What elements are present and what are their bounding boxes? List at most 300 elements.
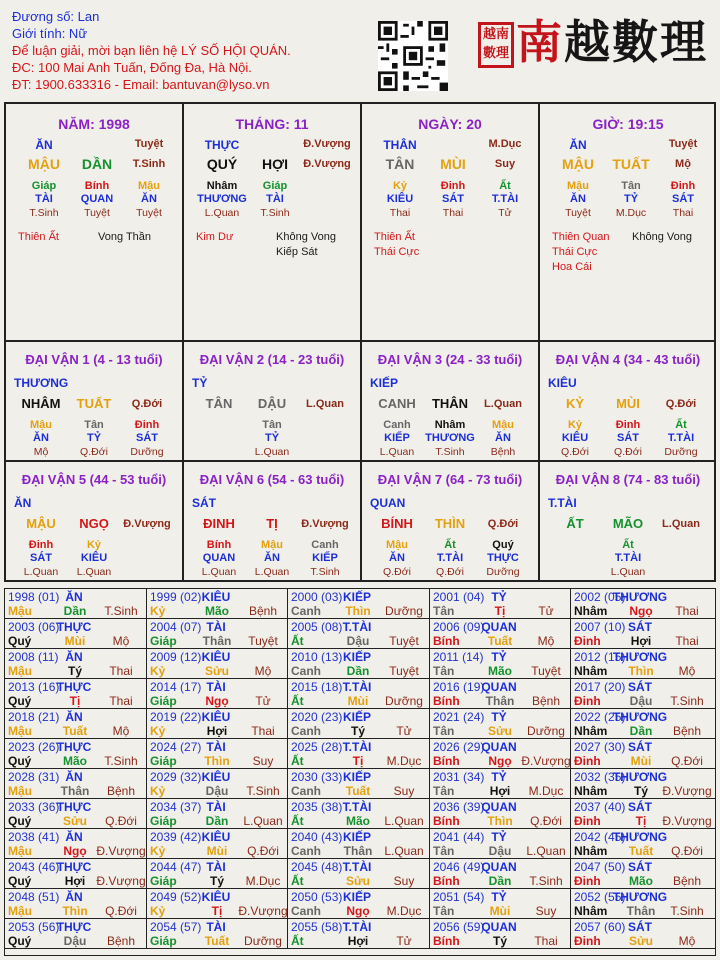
- year-can: Mậu: [8, 844, 32, 858]
- year-god: TỶ: [491, 770, 507, 784]
- stars-right: [632, 230, 692, 245]
- hidden-phase: L.Quan: [610, 566, 646, 578]
- hidden-stem: Bính: [206, 539, 232, 551]
- year-label: 2011 (14): [433, 650, 484, 664]
- year-label: 2038 (41): [8, 830, 60, 844]
- year-god: TÀI: [206, 740, 226, 754]
- year-can: Giáp: [150, 634, 177, 648]
- year-god: ĂN: [65, 590, 83, 604]
- year-cell: [430, 829, 571, 859]
- dai-van-title: ĐẠI VẬN 7 (64 - 73 tuổi): [377, 472, 523, 487]
- year-can: Ất: [291, 934, 304, 948]
- year-label: 2036 (39): [433, 800, 485, 814]
- year-chi: Thìn: [628, 664, 654, 678]
- year-can: Giáp: [150, 694, 177, 708]
- year-chi: Thìn: [62, 904, 88, 918]
- year-chi: Tị: [69, 694, 81, 708]
- pillar-cell: [540, 104, 716, 340]
- pillar-chi-phase: Đ.Vượng: [303, 158, 351, 170]
- year-can: Đinh: [574, 874, 601, 888]
- hidden-stem: Kỷ: [567, 419, 583, 431]
- year-label: 2041 (44): [433, 830, 485, 844]
- year-cell: [430, 709, 571, 739]
- year-god: QUAN: [481, 920, 517, 934]
- year-chi: Mão: [488, 664, 512, 678]
- year-label: 2024 (27): [150, 740, 202, 754]
- hidden-god: TỶ: [264, 432, 280, 444]
- year-god: T.TÀI: [342, 680, 372, 694]
- year-can: Kỷ: [150, 844, 166, 858]
- year-can: Nhâm: [574, 904, 608, 918]
- dai-van-god: THƯƠNG: [14, 376, 69, 390]
- year-cell: [571, 769, 715, 799]
- hidden-stem: Kỷ: [86, 539, 102, 551]
- pillar-title: NGÀY: 20: [418, 116, 482, 132]
- pillar-cell: [184, 104, 360, 340]
- hidden-stem: Mậu: [138, 180, 160, 192]
- hidden-god: KIẾP: [312, 552, 338, 564]
- hidden-stem: Đinh: [615, 419, 641, 431]
- dai-van-god: T.TÀI: [548, 496, 577, 510]
- hidden-phase: Q.Đới: [561, 446, 589, 458]
- year-god: TỶ: [491, 890, 507, 904]
- year-label: 2030 (33): [291, 770, 343, 784]
- year-god: ĂN: [65, 650, 83, 664]
- hidden-phase: Q.Đới: [80, 446, 108, 458]
- year-god: ĂN: [65, 770, 83, 784]
- year-label: 2018 (21): [8, 710, 60, 724]
- year-label: 2006 (09): [433, 620, 485, 634]
- year-phase: T.Sinh: [529, 874, 563, 888]
- hidden-god: ĂN: [264, 552, 280, 564]
- dai-van-god: TỶ: [192, 376, 208, 390]
- year-cell: [147, 709, 288, 739]
- dai-van-chi: MÃO: [612, 516, 644, 531]
- hidden-stem: Ất: [675, 419, 687, 431]
- pillar-cell: [362, 104, 538, 340]
- year-can: Giáp: [150, 814, 177, 828]
- dai-van-cell: [6, 342, 182, 460]
- hidden-phase: T.Sinh: [260, 207, 290, 219]
- hidden-stem: Tân: [262, 419, 282, 431]
- hidden-god: KIÊU: [386, 193, 414, 205]
- year-label: 2015 (18): [291, 680, 343, 694]
- year-label: 2031 (34): [433, 770, 485, 784]
- year-label: 2003 (06): [8, 620, 60, 634]
- pillar-god: ĂN: [35, 138, 53, 152]
- year-chi: Sửu: [204, 664, 230, 678]
- pillar-cell: [6, 104, 182, 340]
- year-label: 2010 (13): [291, 650, 343, 664]
- hidden-god: SÁT: [30, 552, 52, 564]
- year-phase: Bệnh: [106, 934, 136, 948]
- hidden-god: ĂN: [495, 432, 511, 444]
- year-phase: Mộ: [254, 664, 272, 678]
- hidden-phase: Dưỡng: [486, 566, 520, 578]
- owner-gender: Giới tính: Nữ: [12, 26, 88, 41]
- year-cell: [430, 679, 571, 709]
- dai-van-chi: THÂN: [431, 396, 469, 411]
- year-label: 2049 (52): [150, 890, 202, 904]
- stars-left: [374, 230, 419, 260]
- year-god: KIẾP: [342, 590, 372, 604]
- year-chi: Mão: [63, 754, 87, 768]
- year-god: TỶ: [491, 710, 507, 724]
- year-can: Quý: [8, 754, 32, 768]
- year-can: Ất: [291, 754, 304, 768]
- stars-left: [196, 230, 233, 245]
- dai-van-title: ĐẠI VẬN 8 (74 - 83 tuổi): [555, 472, 701, 487]
- year-chi: Sửu: [487, 724, 513, 738]
- year-phase: Thai: [109, 694, 133, 708]
- year-phase: Dưỡng: [385, 604, 423, 618]
- year-god: SÁT: [628, 800, 652, 814]
- year-can: Tân: [433, 604, 455, 618]
- pillar-can: MẬU: [562, 156, 594, 172]
- year-can: Canh: [291, 784, 321, 798]
- year-god: KIÊU: [201, 890, 231, 904]
- year-label: 2029 (32): [150, 770, 202, 784]
- year-cell: [288, 589, 430, 619]
- year-god: ĂN: [65, 830, 83, 844]
- hidden-god: TỶ: [623, 193, 639, 205]
- year-label: 1999 (02): [150, 590, 202, 604]
- year-can: Bính: [433, 814, 460, 828]
- year-can: Kỷ: [150, 724, 166, 738]
- dai-van-chi-phase: Đ.Vượng: [301, 518, 349, 530]
- year-label: 2046 (49): [433, 860, 485, 874]
- hidden-phase: Tử: [498, 207, 512, 219]
- hidden-stem: Kỷ: [392, 180, 408, 192]
- year-cell: [288, 799, 430, 829]
- year-can: Quý: [8, 634, 32, 648]
- hidden-phase: Q.Đới: [436, 566, 464, 578]
- year-phase: Thai: [675, 634, 699, 648]
- year-phase: Tuyệt: [248, 634, 278, 648]
- dai-van-cell: [362, 342, 538, 460]
- hidden-god: ĂN: [141, 193, 157, 205]
- year-phase: M.Dục: [528, 784, 564, 798]
- year-chi: Tuất: [487, 634, 513, 648]
- hidden-stem: Tân: [621, 180, 641, 192]
- year-phase: Đ.Vượng: [662, 814, 712, 828]
- hidden-god: QUAN: [80, 193, 114, 205]
- year-chi: Thân: [626, 904, 656, 918]
- year-chi: Tuất: [62, 724, 88, 738]
- dai-van-can: NHÂM: [21, 396, 61, 411]
- hidden-god: THỰC: [487, 552, 519, 564]
- year-can: Đinh: [574, 634, 601, 648]
- hidden-stem: Ất: [444, 539, 456, 551]
- year-cell: [288, 619, 430, 649]
- year-label: 2021 (24): [433, 710, 485, 724]
- year-cell: [288, 739, 430, 769]
- dai-van-chi-phase: L.Quan: [662, 518, 700, 530]
- year-phase: Q.Đới: [105, 904, 137, 918]
- year-phase: M.Dục: [386, 904, 422, 918]
- star-name: Không Vong: [276, 231, 336, 243]
- year-cell: [430, 889, 571, 919]
- year-cell: [147, 859, 288, 889]
- dai-van-cell: [362, 462, 538, 580]
- year-label: 2026 (29): [433, 740, 485, 754]
- year-phase: Bệnh: [248, 604, 278, 618]
- dai-van-can: TÂN: [205, 396, 233, 411]
- year-phase: Suy: [393, 784, 415, 798]
- year-can: Kỷ: [150, 604, 166, 618]
- star-name: Vong Thần: [98, 231, 152, 243]
- year-phase: Tử: [396, 934, 412, 948]
- year-cell: [288, 829, 430, 859]
- hidden-stem: Mậu: [30, 419, 52, 431]
- dai-van-cell: [184, 462, 360, 580]
- year-label: 2042 (45): [574, 830, 626, 844]
- hidden-stem: Nhâm: [434, 419, 466, 431]
- year-cell: [430, 619, 571, 649]
- year-god: THỰC: [56, 740, 92, 754]
- year-chi: Mão: [205, 604, 229, 618]
- year-cell: [147, 919, 288, 949]
- year-phase: Mộ: [678, 664, 696, 678]
- hidden-god: KIÊU: [80, 552, 108, 564]
- hidden-phase: Tuyệt: [565, 207, 591, 219]
- year-cell: [571, 829, 715, 859]
- year-phase: L.Quan: [384, 844, 424, 858]
- year-label: 2007 (10): [574, 620, 626, 634]
- hidden-stem: Đinh: [28, 539, 54, 551]
- year-can: Tân: [433, 664, 455, 678]
- contact-line: Để luận giải, mời bạn liên hệ LÝ SỐ HỘI QUÁN.: [12, 43, 291, 58]
- hidden-phase: Bệnh: [490, 446, 516, 458]
- year-cell: [288, 709, 430, 739]
- year-chi: Thìn: [204, 754, 230, 768]
- brand-logo: 南越數理: [516, 15, 708, 69]
- year-label: 2048 (51): [8, 890, 60, 904]
- year-chi: Dậu: [205, 784, 229, 798]
- year-chi: Tuất: [345, 784, 371, 798]
- star-name: Thiên Quan: [552, 231, 610, 243]
- year-chi: Thân: [60, 784, 90, 798]
- year-god: KIẾP: [342, 770, 372, 784]
- pillar-god: THỰC: [204, 138, 240, 152]
- star-name: Không Vong: [632, 231, 692, 243]
- year-phase: Q.Đới: [671, 844, 703, 858]
- year-can: Tân: [433, 724, 455, 738]
- year-chi: Dần: [205, 814, 229, 828]
- year-phase: Dưỡng: [244, 934, 282, 948]
- year-cell: [5, 919, 147, 949]
- year-label: 2043 (46): [8, 860, 60, 874]
- year-phase: M.Dục: [386, 754, 422, 768]
- year-cell: [147, 799, 288, 829]
- year-label: 2035 (38): [291, 800, 343, 814]
- year-can: Mậu: [8, 784, 32, 798]
- stars-right: [98, 230, 151, 245]
- year-chi: Mùi: [206, 844, 228, 858]
- year-cell: [147, 889, 288, 919]
- pillar-chi-phase: T.Sinh: [132, 158, 166, 170]
- hidden-phase: Thai: [442, 207, 464, 219]
- dai-van-title: ĐẠI VẬN 3 (24 - 33 tuổi): [377, 352, 523, 367]
- dai-van-cell: [6, 462, 182, 580]
- hidden-phase: Dưỡng: [664, 446, 698, 458]
- year-label: 2012 (15): [574, 650, 626, 664]
- year-phase: M.Dục: [245, 874, 281, 888]
- hidden-god: T.TÀI: [436, 552, 464, 564]
- hidden-phase: T.Sinh: [435, 446, 465, 458]
- hidden-phase: Tuyệt: [84, 207, 110, 219]
- year-chi: Ngọ: [488, 754, 512, 768]
- year-chi: Dậu: [63, 934, 87, 948]
- year-chi: Tị: [635, 814, 647, 828]
- year-label: 2008 (11): [8, 650, 59, 664]
- year-god: ĂN: [65, 710, 83, 724]
- year-label: 2033 (36): [8, 800, 60, 814]
- pillar-can: QUÝ: [206, 156, 238, 172]
- dai-van-god: QUAN: [370, 496, 406, 510]
- year-cell: [430, 589, 571, 619]
- year-label: 2028 (31): [8, 770, 60, 784]
- year-label: 2000 (03): [291, 590, 343, 604]
- year-god: TỶ: [491, 590, 507, 604]
- year-phase: T.Sinh: [104, 754, 138, 768]
- year-chi: Hợi: [206, 724, 228, 738]
- dai-van-cell: [540, 342, 716, 460]
- year-can: Kỷ: [150, 904, 166, 918]
- year-label: 2005 (08): [291, 620, 343, 634]
- dai-van-chi-phase: Q.Đới: [131, 398, 163, 410]
- year-chi: Thân: [202, 634, 232, 648]
- year-cell: [571, 889, 715, 919]
- year-can: Bính: [433, 634, 460, 648]
- year-god: TÀI: [206, 620, 226, 634]
- star-name: Hoa Cái: [552, 261, 592, 273]
- year-can: Nhâm: [574, 664, 608, 678]
- year-chi: Tý: [492, 934, 508, 948]
- year-phase: Q.Đới: [105, 814, 137, 828]
- hidden-phase: Q.Đới: [383, 566, 411, 578]
- dai-van-title: ĐẠI VẬN 4 (34 - 43 tuổi): [555, 352, 701, 367]
- year-cell: [571, 679, 715, 709]
- star-name: Thái Cực: [552, 246, 598, 258]
- pillar-god: THÂN: [383, 138, 417, 152]
- year-phase: Thai: [534, 934, 558, 948]
- year-can: Bính: [433, 754, 460, 768]
- star-name: Kim Dư: [196, 231, 234, 243]
- year-chi: Dần: [629, 724, 653, 738]
- pillar-can: TÂN: [385, 156, 415, 172]
- stars-right: [276, 230, 336, 260]
- hidden-phase: M.Dục: [615, 207, 647, 219]
- year-god: T.TÀI: [342, 620, 372, 634]
- year-can: Đinh: [574, 694, 601, 708]
- dai-van-chi-phase: L.Quan: [306, 398, 344, 410]
- year-phase: Bệnh: [672, 724, 702, 738]
- red-seal-stamp: 越南 數理: [478, 22, 514, 68]
- year-chi: Sửu: [345, 874, 371, 888]
- year-god: THƯƠNG: [612, 590, 668, 604]
- year-god: KIẾP: [342, 890, 372, 904]
- year-phase: Mộ: [678, 934, 696, 948]
- year-phase: Q.Đới: [247, 844, 279, 858]
- hidden-phase: Q.Đới: [614, 446, 642, 458]
- year-can: Mậu: [8, 664, 32, 678]
- stars-left: [18, 230, 59, 245]
- year-god: TÀI: [206, 920, 226, 934]
- year-chi: Thân: [343, 844, 373, 858]
- year-cell: [147, 739, 288, 769]
- year-chi: Tý: [633, 784, 649, 798]
- year-can: Quý: [8, 694, 32, 708]
- year-chi: Ngọ: [205, 694, 229, 708]
- yearly-luck-table: [4, 588, 716, 956]
- year-chi: Mão: [346, 814, 370, 828]
- year-label: 2002 (05): [574, 590, 626, 604]
- year-cell: [571, 589, 715, 619]
- year-cell: [147, 649, 288, 679]
- year-label: 2034 (37): [150, 800, 202, 814]
- year-cell: [430, 799, 571, 829]
- year-phase: Đ.Vượng: [521, 754, 571, 768]
- star-name: Thiên Ất: [18, 231, 59, 243]
- pillar-chi-phase: Mộ: [675, 158, 691, 170]
- year-god: KIẾP: [342, 650, 372, 664]
- stars-left: [552, 230, 609, 275]
- year-phase: L.Quan: [243, 814, 283, 828]
- year-god: SÁT: [628, 620, 652, 634]
- year-god: TÀI: [206, 860, 226, 874]
- hidden-phase: Mộ: [33, 446, 49, 458]
- year-label: 2001 (04): [433, 590, 485, 604]
- star-name: Kiếp Sát: [276, 246, 318, 258]
- year-god: THƯƠNG: [612, 650, 668, 664]
- hidden-phase: T.Sinh: [310, 566, 340, 578]
- year-god: KIẾP: [342, 830, 372, 844]
- year-can: Mậu: [8, 724, 32, 738]
- year-phase: Tuyệt: [389, 664, 419, 678]
- year-chi: Hợi: [489, 784, 511, 798]
- hidden-god: QUAN: [202, 552, 236, 564]
- year-chi: Tý: [209, 874, 225, 888]
- hidden-stem: Giáp: [262, 180, 288, 192]
- chart-header: [12, 8, 382, 93]
- year-god: T.TÀI: [342, 740, 372, 754]
- year-can: Kỷ: [150, 664, 166, 678]
- pillar-god: ĂN: [569, 138, 587, 152]
- year-chi: Mùi: [347, 694, 369, 708]
- hidden-god: TỶ: [86, 432, 102, 444]
- hidden-stem: Canh: [383, 419, 411, 431]
- year-can: Nhâm: [574, 844, 608, 858]
- year-cell: [288, 889, 430, 919]
- hidden-stem: Đinh: [440, 180, 466, 192]
- hidden-phase: Thai: [389, 207, 411, 219]
- hidden-phase: L.Quan: [204, 207, 240, 219]
- year-can: Bính: [433, 694, 460, 708]
- pillar-god-phase: Tuyệt: [668, 138, 698, 150]
- year-chi: Thân: [485, 694, 515, 708]
- phone-email-line: ĐT: 1900.633316 - Email: bantuvan@lyso.vn: [12, 77, 270, 92]
- year-can: Canh: [291, 904, 321, 918]
- dai-van-can: ẤT: [566, 516, 584, 531]
- hidden-stem: Ất: [622, 539, 634, 551]
- year-phase: T.Sinh: [670, 694, 704, 708]
- dai-van-chi-phase: Q.Đới: [487, 518, 519, 530]
- year-label: 2016 (19): [433, 680, 485, 694]
- year-cell: [430, 859, 571, 889]
- year-cell: [5, 649, 147, 679]
- pillar-chi: DẦN: [81, 156, 113, 172]
